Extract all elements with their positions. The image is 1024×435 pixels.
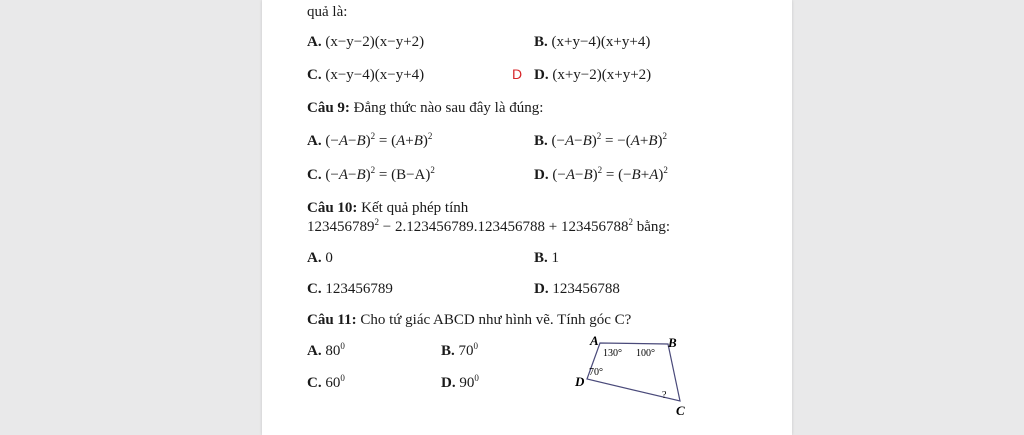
angle-a-label: 130°	[603, 348, 622, 359]
option-formula: $(-A-B)^2 = -(A+B)^2$	[551, 131, 668, 149]
option-label: B.	[534, 250, 548, 266]
number-3: 123456788	[560, 219, 629, 235]
option-label: D.	[534, 281, 549, 297]
vertex-c-label: C	[676, 403, 685, 418]
q10-option-a[interactable]	[307, 249, 333, 267]
number-2: 2.123456789.123456788	[394, 219, 545, 235]
q11-option-d[interactable]: D. $90^0$	[441, 373, 479, 391]
q11-question	[307, 311, 631, 329]
option-label: A.	[307, 133, 322, 149]
option-text: 70	[458, 343, 474, 359]
option-text: 1	[551, 250, 560, 266]
intro-text: quả là:	[307, 4, 348, 20]
q10-option-d[interactable]	[534, 280, 620, 298]
angle-c-label: ?	[662, 390, 667, 401]
q9-option-b[interactable]	[534, 132, 667, 150]
vertex-a-label: A	[590, 333, 599, 348]
q9-option-d[interactable]	[534, 166, 668, 184]
option-formula: $(-A-B)^2 = (B-A)^2$	[325, 165, 435, 183]
option-label: A.	[307, 250, 322, 266]
option-label: A.	[307, 34, 322, 50]
q10-expression: $123456789^2 - 2.123456789.123456788 + 123456788^2$ bằng:	[307, 217, 671, 235]
option-label: C.	[307, 167, 322, 183]
option-text: (x−y−4)(x−y+4)	[325, 67, 425, 83]
question-number: Câu 11:	[307, 312, 357, 328]
option-text: 123456789	[325, 281, 393, 297]
option-text: 60	[325, 375, 341, 391]
option-formula: $(-A-B)^2 = (-B+A)^2$	[552, 165, 668, 183]
q8-option-b[interactable]	[534, 33, 650, 51]
option-label: A.	[307, 343, 322, 359]
option-label: C.	[307, 281, 322, 297]
q8-option-d[interactable]	[534, 66, 651, 84]
option-text: (x+y−4)(x+y+4)	[551, 34, 651, 50]
q10-question	[307, 199, 468, 217]
q9-option-a[interactable]	[307, 132, 432, 150]
q10-option-c[interactable]	[307, 280, 393, 298]
option-label: B.	[534, 133, 548, 149]
option-text: 80	[325, 343, 341, 359]
q11-option-b[interactable]: B. $70^0$	[441, 341, 479, 359]
option-label: C.	[307, 67, 322, 83]
vertex-d-label: D	[575, 374, 585, 389]
option-text: (x−y−2)(x−y+2)	[325, 34, 425, 50]
option-label: D.	[534, 67, 549, 83]
expression-suffix: bằng:	[636, 219, 671, 235]
option-text: 123456788	[552, 281, 620, 297]
angle-d-label: 70°	[589, 367, 603, 378]
option-label: D.	[534, 167, 549, 183]
option-label: B.	[441, 343, 455, 359]
option-formula: $(-A-B)^2 = (A+B)^2$	[325, 131, 433, 149]
q10-option-b[interactable]	[534, 249, 559, 267]
option-label: B.	[534, 34, 548, 50]
vertex-b-label: B	[668, 335, 677, 350]
q9-option-c[interactable]	[307, 166, 435, 184]
angle-b-label: 100°	[636, 348, 655, 359]
option-text: 0	[325, 250, 333, 266]
question-text: Cho tứ giác ABCD như hình vẽ. Tính góc C?	[360, 312, 632, 328]
number-1: 123456789	[307, 219, 375, 235]
q11-option-c[interactable]: C. $60^0$	[307, 373, 345, 391]
question-text: Kết quả phép tính	[361, 200, 469, 216]
option-text: 90	[459, 375, 475, 391]
q8-option-a[interactable]	[307, 33, 424, 51]
question-number: Câu 9:	[307, 100, 350, 116]
answer-mark: D	[512, 66, 523, 82]
option-text: (x+y−2)(x+y+2)	[552, 67, 652, 83]
option-label: C.	[307, 375, 322, 391]
quadrilateral-figure	[570, 333, 700, 423]
option-label: D.	[441, 375, 456, 391]
q11-option-a[interactable]: A. $80^0$	[307, 341, 345, 359]
question-number: Câu 10:	[307, 200, 358, 216]
question-text: Đẳng thức nào sau đây là đúng:	[353, 100, 544, 116]
q8-option-c[interactable]	[307, 66, 424, 84]
q9-question	[307, 99, 543, 117]
